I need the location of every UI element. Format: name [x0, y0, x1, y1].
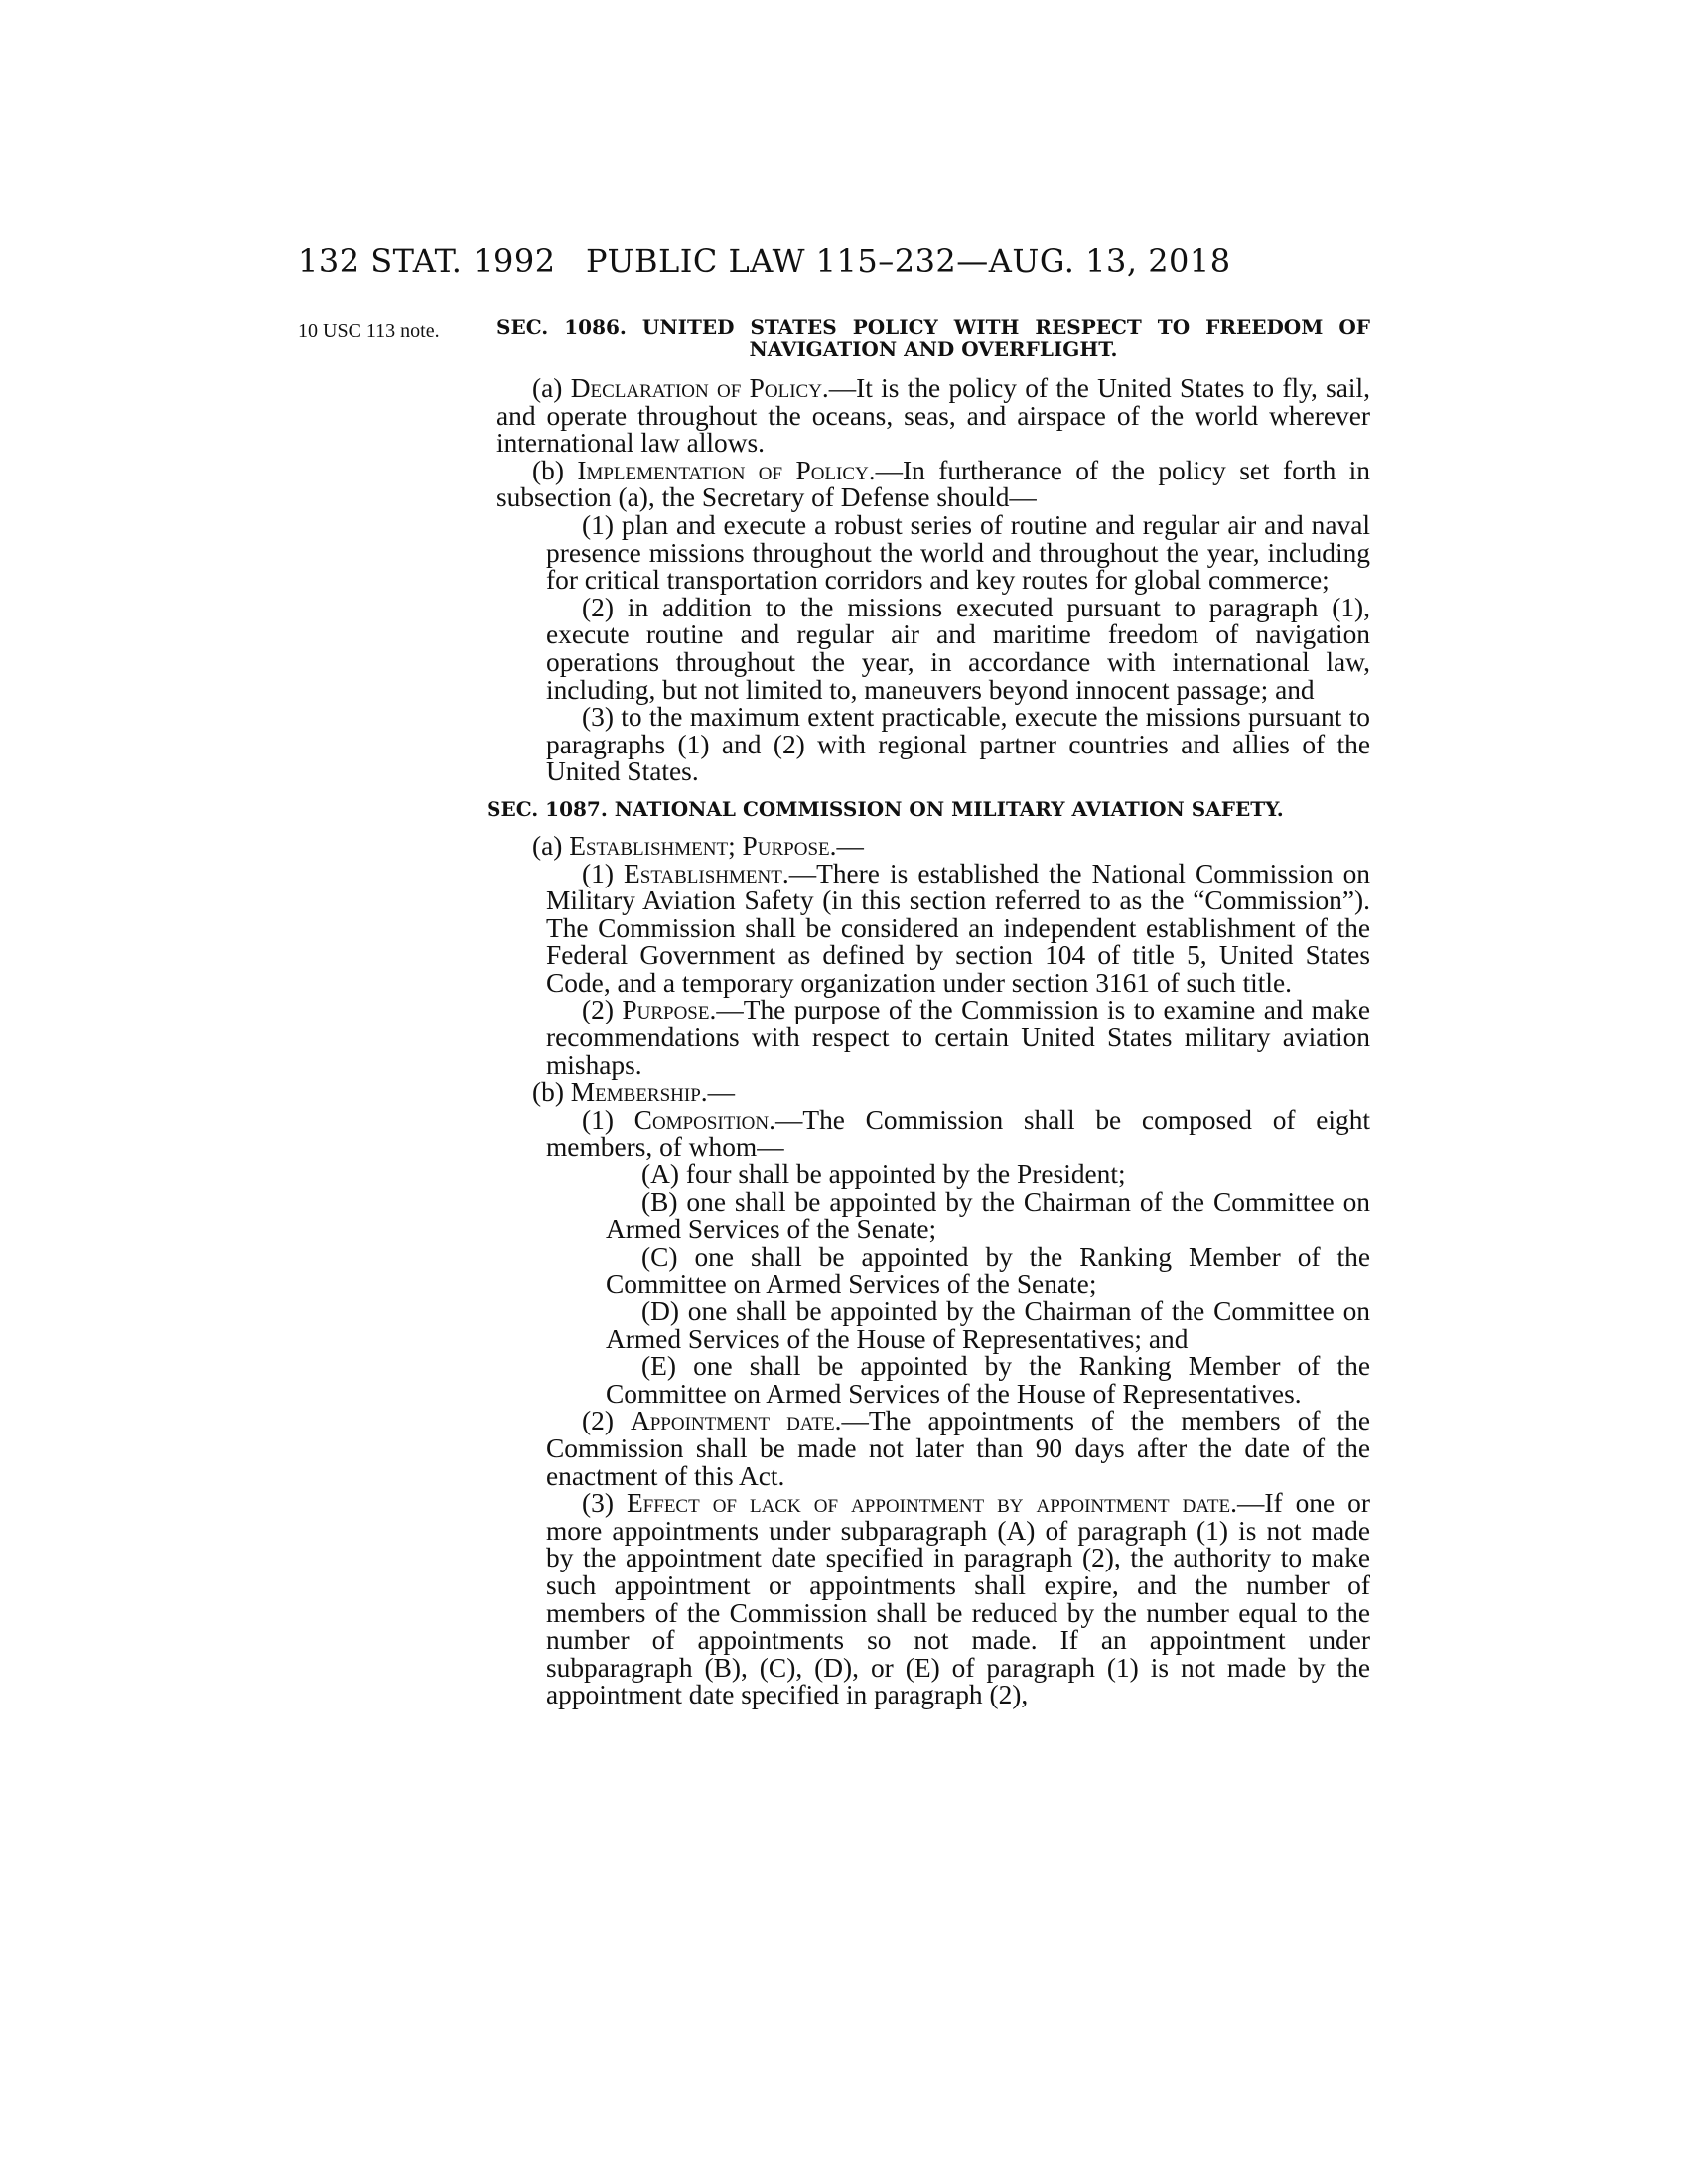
sec1087-b-paragraph-3: (3) Effect of lack of appointment by appointment date.—If one or more appointments under subparagraph (A) of paragraph (1) is not made by the appointment date specified in paragraph (2), the authority to make such appointment or appointments shall expire, and the number of members of the Commission shall be reduced by the number equal to the number of appointments so not made. If an appointment under subparagraph (B), (C), (D), or (E) of paragraph (1) is not made by the appointment date specified in paragraph (2),	[546, 1488, 1370, 1710]
sec1087-subparagraph-D: (D) one shall be appointed by the Chairman of the Committee on Armed Services of the House of Representatives; and	[606, 1297, 1370, 1354]
sec1086-paragraph-1: (1) plan and execute a robust series of routine and regular air and naval presence missions throughout the world and throughout the year, including for critical transportation corridors and key routes for global commerce;	[546, 509, 1370, 596]
section-1086-heading: SEC. 1086. UNITED STATES POLICY WITH RESPECT TO FREEDOM OF NAVIGATION AND OVERFLIGHT.	[496, 315, 1370, 361]
sec1086-subsection-b: (b) Implementation of Policy.—In furtherance of the policy set forth in subsection (a), the Secretary of Defense should—	[496, 455, 1370, 513]
sec1087-subparagraph-E: (E) one shall be appointed by the Ranking Member of the Committee on Armed Services of the House of Representatives.	[606, 1351, 1370, 1409]
sec1087-a-paragraph-1: (1) Establishment.—There is established the National Commission on Military Aviation Safety (in this section referred to as the “Commission”). The Commission shall be considered an independent establishment of the Federal Government as defined by section 104 of title 5, United States Code, and a temporary organization under section 3161 of such title.	[546, 858, 1370, 998]
page-number: 132 STAT. 1992	[298, 242, 556, 280]
sec1087-b-paragraph-2: (2) Appointment date.—The appointments of the members of the Commission shall be made not later than 90 days after the date of the enactment of this Act.	[546, 1406, 1370, 1491]
page-header	[298, 242, 1370, 288]
body-text	[487, 315, 1370, 1710]
sec1087-subparagraph-C: (C) one shall be appointed by the Ranking Member of the Committee on Armed Services of the Senate;	[606, 1241, 1370, 1299]
sec1086-paragraph-2: (2) in addition to the missions executed pursuant to paragraph (1), execute routine and regular air and maritime freedom of navigation operations throughout the year, in accordance with international law, including, but not limited to, maneuvers beyond innocent passage; and	[546, 592, 1370, 705]
sec1087-b-paragraph-1: (1) Composition.—The Commission shall be composed of eight members, of whom—	[546, 1104, 1370, 1162]
sec1087-subsection-a: (a) Establishment; Purpose.—	[532, 830, 864, 861]
sec1087-subparagraph-B: (B) one shall be appointed by the Chairman of the Committee on Armed Services of the Senate;	[606, 1186, 1370, 1245]
running-head: PUBLIC LAW 115–232—AUG. 13, 2018	[586, 242, 1231, 280]
margin-note: 10 USC 113 note.	[298, 320, 440, 341]
sec1087-a-paragraph-2: (2) Purpose.—The purpose of the Commission is to examine and make recommendations with respect to certain United States military aviation mishaps.	[546, 995, 1370, 1080]
section-1087-heading: SEC. 1087. NATIONAL COMMISSION ON MILITARY AVIATION SAFETY.	[487, 796, 1284, 821]
sec1086-subsection-a: (a) Declaration of Policy.—It is the policy of the United States to fly, sail, and operate throughout the oceans, seas, and airspace of the world wherever international law allows.	[496, 373, 1370, 459]
sec1087-subparagraph-A: (A) four shall be appointed by the President;	[641, 1160, 1126, 1190]
sec1086-paragraph-3: (3) to the maximum extent practicable, execute the missions pursuant to paragraphs (1) and (2) with regional partner countries and allies of the United States.	[546, 702, 1370, 787]
sec1087-subsection-b: (b) Membership.—	[532, 1077, 736, 1108]
